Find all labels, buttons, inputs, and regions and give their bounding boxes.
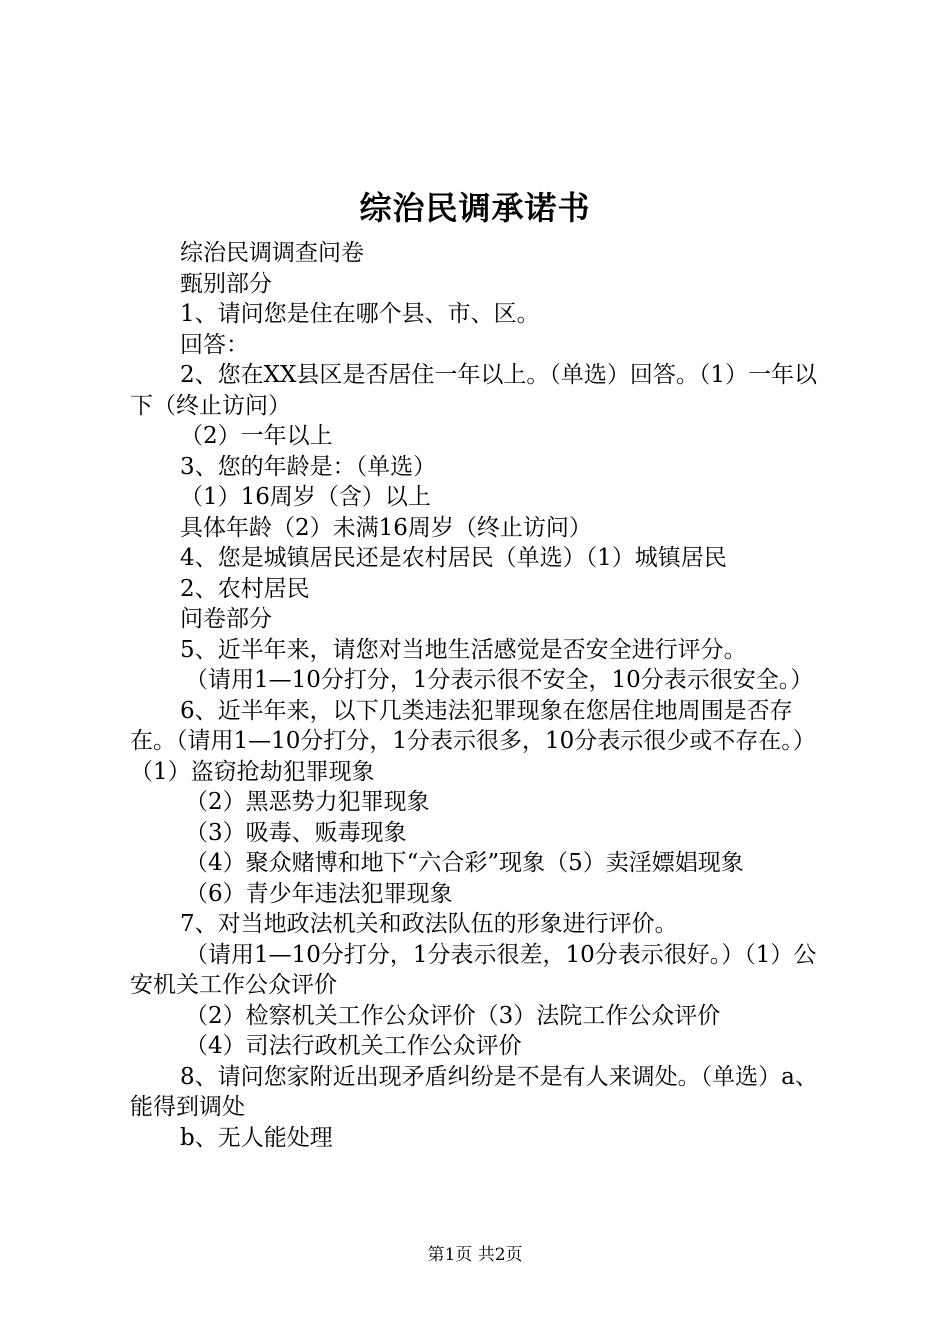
paragraph: （1）16周岁（含）以上 [180,484,431,510]
document-body [130,238,830,1153]
paragraph: 6、近半年来，以下几类违法犯罪现象在您居住地周围是否存在。（请用1—10分打分，1分表示很多，10分表示很少或不存在。）（1）盗窃抢劫犯罪现象 [130,697,816,785]
paragraph: 回答： [180,331,249,358]
paragraph: 具体年龄（2）未满16周岁（终止访问） [180,514,592,541]
paragraph: 问卷部分 [180,606,272,632]
paragraph: （请用1—10分打分，1分表示很差，10分表示很好。）（1）公安机关工作公众评价 [130,941,817,998]
page-footer: 第1页 共2页 [427,1245,523,1265]
paragraph: 5、近半年来，请您对当地生活感觉是否安全进行评分。 [180,636,747,663]
paragraph: 7、对当地政法机关和政法队伍的形象进行评价。 [180,911,678,937]
paragraph: （2）黑恶势力犯罪现象 [185,789,430,815]
paragraph: 2、您在XX县区是否居住一年以上。（单选）回答。（1）一年以下（终止访问） [130,362,818,419]
paragraph: （请用1—10分打分，1分表示很不安全，10分表示很安全。） [185,667,814,693]
paragraph: 综治民调调查问卷 [180,240,364,266]
paragraph: 2、农村居民 [180,575,310,602]
paragraph: 4、您是城镇居民还是农村居民（单选）（1）城镇居民 [180,545,727,571]
paragraph: 1、请问您是住在哪个县、市、区。 [180,301,540,327]
paragraph: （3）吸毒、贩毒现象 [185,819,407,846]
paragraph: （2）一年以上 [180,423,333,449]
paragraph: 8、请问您家附近出现矛盾纠纷是不是有人来调处。（单选）a、能得到调处 [130,1063,818,1120]
paragraph: 甄别部分 [180,270,272,297]
paragraph: （6）青少年违法犯罪现象 [185,880,453,907]
paragraph: （4）聚众赌博和地下“六合彩”现象（5）卖淫嫖娼现象 [185,850,744,876]
paragraph: 3、您的年龄是：（单选） [180,453,437,480]
document-title: 综治民调承诺书 [359,189,591,227]
paragraph: （2）检察机关工作公众评价（3）法院工作公众评价 [185,1002,721,1029]
paragraph: （4）司法行政机关工作公众评价 [185,1033,522,1059]
paragraph: b、无人能处理 [180,1124,333,1151]
